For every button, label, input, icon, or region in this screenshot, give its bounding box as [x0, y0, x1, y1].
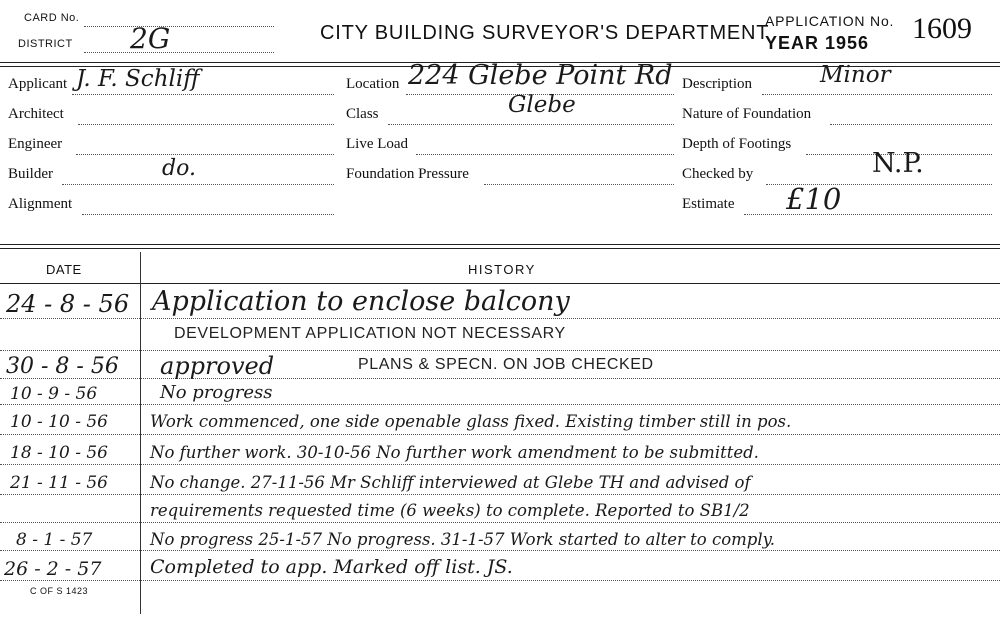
history-date-1: 24 - 8 - 56: [6, 290, 130, 318]
estimate-value: £10: [786, 182, 842, 216]
estimate-line: [744, 214, 992, 215]
history-text-3: No progress: [160, 382, 273, 403]
foundation-pressure-label: Foundation Pressure: [346, 166, 469, 182]
history-text-5: No further work. 30-10-56 No further work amendment to be submitted.: [150, 443, 759, 462]
history-line-3: [0, 378, 1000, 379]
history-date-3: 10 - 9 - 56: [10, 384, 98, 404]
department-title: CITY BUILDING SURVEYOR'S DEPARTMENT: [320, 22, 770, 44]
history-line-1: [0, 318, 1000, 319]
history-line-10: [0, 580, 1000, 581]
district-line: [84, 52, 274, 53]
architect-line: [78, 124, 334, 125]
history-text-4: Work commenced, one side openable glass fixed. Existing timber still in pos.: [150, 412, 792, 431]
estimate-label: Estimate: [682, 196, 735, 212]
application-no-label: APPLICATION No.: [765, 13, 895, 29]
live-load-line: [416, 154, 674, 155]
date-column-divider: [140, 252, 141, 614]
history-date-7: 8 - 1 - 57: [16, 530, 93, 550]
nature-foundation-label: Nature of Foundation: [682, 106, 812, 122]
description-label: Description: [682, 76, 752, 92]
history-line-7: [0, 494, 1000, 495]
history-date-5: 18 - 10 - 56: [10, 443, 108, 463]
location-label: Location: [346, 76, 400, 92]
history-date-8: 26 - 2 - 57: [4, 558, 102, 580]
date-column-header: DATE: [46, 262, 82, 277]
form-code: C OF S 1423: [30, 586, 89, 596]
builder-line: [62, 184, 334, 185]
engineer-line: [76, 154, 334, 155]
nature-foundation-line: [830, 124, 992, 125]
history-text-7: No progress 25-1-57 No progress. 31-1-57 Work started to alter to comply.: [150, 530, 776, 549]
history-rule-top: [0, 244, 1000, 245]
applicant-line: [72, 94, 334, 95]
history-text-6-cont: requirements requested time (6 weeks) to complete. Reported to SB1/2: [150, 501, 750, 520]
history-line-4: [0, 404, 1000, 405]
history-text-8: Completed to app. Marked off list. JS.: [150, 556, 513, 578]
location-value: 224 Glebe Point Rd: [408, 60, 673, 91]
district-value: 2G: [130, 22, 171, 55]
description-value: Minor: [820, 62, 891, 88]
history-line-6: [0, 464, 1000, 465]
history-date-2: 30 - 8 - 56: [6, 354, 119, 379]
history-line-2: [0, 350, 1000, 351]
applicant-value: J. F. Schliff: [76, 66, 200, 92]
application-no-value: 1609: [912, 12, 972, 45]
history-column-header: HISTORY: [468, 262, 536, 277]
history-header-rule: [0, 283, 1000, 284]
builder-value: do.: [162, 156, 196, 181]
depth-footings-label: Depth of Footings: [682, 136, 792, 152]
class-label: Class: [346, 106, 379, 122]
class-line: [388, 124, 674, 125]
history-line-9: [0, 550, 1000, 551]
class-value: Glebe: [508, 92, 576, 118]
alignment-label: Alignment: [8, 196, 73, 212]
history-date-6: 21 - 11 - 56: [10, 473, 108, 493]
foundation-pressure-line: [484, 184, 674, 185]
history-text-1: Application to enclose balcony: [152, 286, 570, 317]
description-line: [762, 94, 992, 95]
architect-label: Architect: [8, 106, 64, 122]
applicant-label: Applicant: [8, 76, 68, 92]
history-line-5: [0, 434, 1000, 435]
history-line-8: [0, 522, 1000, 523]
builder-label: Builder: [8, 166, 53, 182]
checked-by-label: Checked by: [682, 166, 754, 182]
alignment-line: [82, 214, 334, 215]
checked-by-value: N.P.: [872, 148, 924, 179]
district-label: DISTRICT: [18, 38, 73, 50]
engineer-label: Engineer: [8, 136, 63, 152]
history-text-6: No change. 27-11-56 Mr Schliff interviewed at Glebe TH and advised of: [150, 473, 751, 492]
stamp-development-application: DEVELOPMENT APPLICATION NOT NECESSARY: [174, 325, 566, 342]
stamp-plans-checked: PLANS & SPECN. ON JOB CHECKED: [358, 356, 654, 373]
card-no-label: CARD No.: [24, 12, 80, 24]
history-date-4: 10 - 10 - 56: [10, 412, 108, 432]
history-text-2: approved: [160, 352, 275, 380]
year-label: YEAR 1956: [765, 33, 870, 53]
card-no-line: [84, 26, 274, 27]
history-rule-bottom: [0, 248, 1000, 249]
live-load-label: Live Load: [346, 136, 409, 152]
